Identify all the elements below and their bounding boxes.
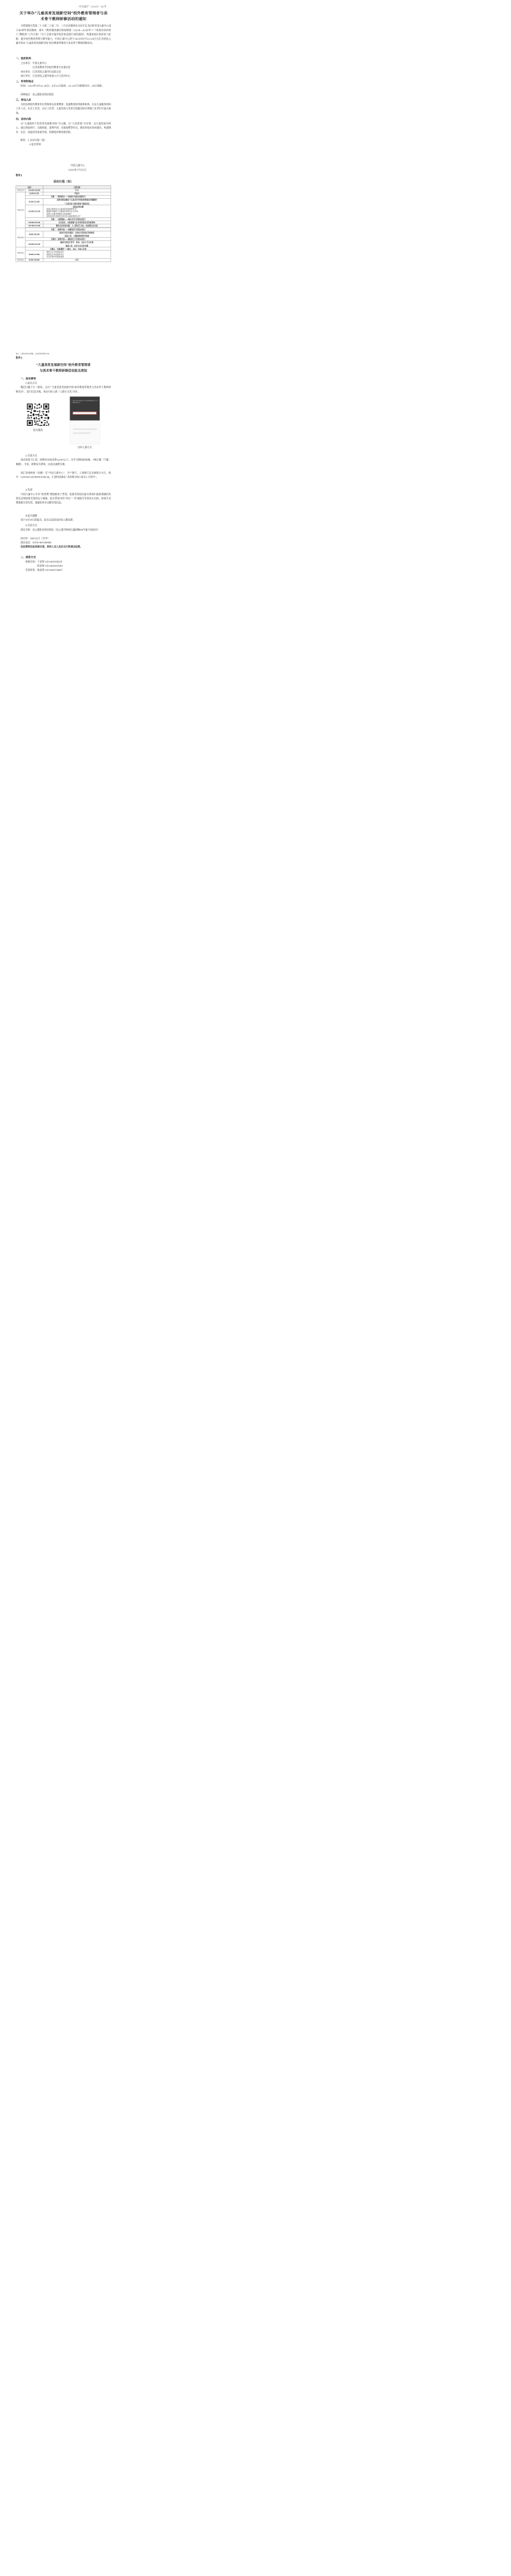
section-heading-participants: 三、参加人员 (15, 98, 31, 102)
col-header-content: 主要安排 (43, 185, 111, 189)
content-cell (43, 241, 111, 247)
time-cell: 9:00-10:30 (26, 231, 43, 238)
registration-title-line-2: 与美术骨干教师研修活动报名须知 (40, 368, 88, 373)
content-line: 圆桌讨论议题 (73, 205, 84, 208)
reg-sub-heading-payment: 2.付款方式 (25, 454, 38, 458)
section-heading-organization: 一、组织机构 (15, 56, 31, 60)
signature-date: 2025年7月31日 (68, 168, 86, 171)
event-time: 时间：2025年9月22-26日。9月22日报到，23-25日为研修活动，26日返程。 (20, 84, 104, 88)
col-header-time: 时间 (16, 185, 43, 189)
content-cell: 历史街区、自然资源与社区场所的美育价值重构 (43, 221, 111, 224)
hotel-price: 协议价：360元/天（含早） (20, 536, 50, 540)
document-number: 中儿通字〔2025〕52号 (79, 4, 107, 8)
host-label: 主办单位： (20, 61, 33, 65)
content-cell (43, 198, 111, 205)
theme-cell: 专题四：案例共创——健康活力空间活动设计 (26, 238, 111, 241)
time-cell: 9:00-9:30 (26, 192, 43, 195)
time-cell: 14:00-15:30 (26, 241, 43, 247)
screenshot-caption: 扫码入群方式 (77, 446, 92, 449)
table-row (16, 258, 111, 261)
registration-title-line-1: “儿童美育发展新空间”校外教育管理者 (36, 362, 91, 367)
undertake-row (20, 70, 61, 74)
content-cell: 开幕式 (43, 192, 111, 195)
attachment-item-1: 1.活动日程（拟） (27, 138, 47, 142)
table-row (16, 198, 111, 205)
qr-caption: 报名通道 (33, 428, 43, 431)
content-line: 创造工坊：社区艺术美育实践 (65, 244, 89, 247)
exec-org: 江苏省连云港市家庭与少儿活动中心 (32, 74, 71, 78)
contact-label-training: 研修咨询： (25, 560, 38, 563)
host-row (20, 61, 47, 65)
signature-org: 中国儿童中心 (70, 164, 85, 167)
time-cell: 14:00-15:30 (26, 221, 43, 224)
hotel-name: 酒店名称：连云港阳光明宸酒店（连云港市海州区瀛洲路68号振兴绿园内） (20, 528, 100, 531)
table-row (16, 205, 111, 218)
section-heading-content: 四、活动内容 (15, 117, 31, 121)
reg-method-text: 微信扫描下方二维码，点击“‘儿童美育发展新空间’校外教育管理者与美术骨干教师研修活动”，进行信息采集，务必扫码入群（入群方式见下图）。 (15, 385, 111, 393)
screenshot-text: “儿童美育发展新空间”校外教育管理者与美术骨干教师研修活动 (71, 400, 98, 403)
schedule-table (16, 185, 111, 261)
remit-text: 请汇款或转账（同城）至“中国儿童中心”，开户银行：工商银行北京新街口支行，账号：0200002909088104236，汇款时请备注“美育新空间+姓名+手机号”。 (15, 471, 111, 479)
reminder-text: 请于9月18日前报名，报名完成请及时加入微信群。 (20, 518, 75, 522)
content-cell: 数智美育场景实践：人人都是艺术家，家家都是美术馆 (43, 224, 111, 228)
contact-3: 路老师 010-66115667 (37, 568, 63, 572)
attachment-2-label: 附件2 (15, 356, 22, 359)
schedule-note: 备注：日程安排如有调整，以活动现场通知为准 (15, 352, 49, 355)
date-cell: 9月25日 (16, 247, 26, 258)
participants-text: 全国各类校外教育单位管理者及美育教师；家庭教育指导服务机构、妇女儿童服务机构工作人员；社会工作者，社区工作者；儿童发展与美育空间建设相关领域工作者均可报名参加。 (15, 103, 111, 114)
undertake-label: 承办单位： (20, 70, 33, 74)
contact-2: 郎老师 010-66160149 (37, 564, 63, 568)
content-line: 家校社联动视角下儿童美育共同体的构建及实践路径 (56, 199, 97, 201)
lodging-note: 住宿费和住宿发票自理，参训人员入住后自行和酒店结算。 (20, 545, 83, 548)
time-cell: 15:30-17:00 (26, 224, 43, 228)
content-cell (43, 251, 111, 258)
attachment-label: 附件： (20, 138, 28, 142)
section-heading-time-place: 二、时间和地点 (15, 79, 34, 83)
content-cell: 返程 (43, 258, 111, 261)
theme-cell: 专题三：案例共创——创新街区空间活动设计 (26, 228, 111, 231)
content-line: 如何协同打造城市空间中的儿童美育新生态？ (46, 215, 82, 217)
contact-row-3 (26, 568, 63, 572)
content-text: 以“儿童视角下的美育发展新空间”为主题，以“大美育观”为引领，以儿童发展为核心，通过理论研讨、实践探索、案例共创、实地观摩等形式，推进家校社协同建设，构建城市、社区、家庭的美育新空间，绘制校外教育新图景。 (15, 122, 111, 134)
table-row (16, 241, 111, 247)
contact-1: 于老师 010-66514331 (37, 560, 63, 563)
content-cell (43, 231, 111, 238)
join-group-button-highlight (73, 412, 96, 414)
join-group-screenshot (70, 396, 100, 444)
event-place: 研修地点：连云港阳光明宸酒店 (20, 93, 54, 97)
exec-label: 执行单位： (20, 74, 33, 78)
content-line: 数智技术赋能下儿童美育空间设计与应用。 (46, 210, 80, 213)
reg-sub-heading-invoice: 3.发票 (25, 488, 33, 492)
date-cell: 9月22日 (16, 189, 26, 192)
time-cell: 9:00-17:00 (26, 251, 43, 258)
reg-sub-heading-reminder: 4.报名提醒 (25, 514, 38, 517)
page-viewport (0, 0, 511, 639)
table-row (16, 231, 111, 238)
content-line: 阅读空间再生路径：从知识空间到美学体验场 (59, 231, 95, 234)
contact-row-1 (26, 559, 63, 563)
theme-cell: 专题二：实践探索——城市美学空间活动设计 (26, 218, 111, 221)
content-cell: 报到 (43, 189, 111, 192)
date-cell: 9月23日 (16, 192, 26, 228)
schedule-title: 活动日程（拟） (53, 180, 73, 183)
content-line: 如何让城市成为儿童美育的具体教科书？ (46, 208, 78, 210)
table-row (16, 224, 111, 228)
theme-cell: 专题五：实地观摩——城市、文化、生态与美育 (26, 247, 111, 251)
document-sheet (0, 0, 126, 639)
reg-sub-heading-lodging: 5.住宿方式 (25, 524, 38, 527)
host-org-2: 江苏省教育学会校外教育专业委员会 (32, 66, 71, 69)
intro-paragraph: 为贯彻落实党的二十大和二十届二中、三中全会精神及习近平总书记致中国儿童中心成立40周年贺信精神，落实《教育强国建设规划纲要（2024—2035年）》《家校社协同育人“教联体”工作方案》《关于全面实施学校美育浸润行动的通知》，构建家校社协同育人机制，提升校外教育管理与教学能力，中国儿童中心将于2025年9月22-26日在江苏省连云港市举办“儿童美育发展新空间”校外教育管理者与美术骨干教师研修活动。 (15, 24, 111, 45)
table-row (16, 251, 111, 258)
date-cell: 9月24日 (16, 228, 26, 247)
payment-text: 请采用线下汇款，研修活动成本费2200元/人，含学习期间的场地、7顿正餐（午餐、晚餐）、专家、研修证书费用，往返交通费自理。 (15, 458, 111, 466)
time-cell: 14:00-18:00 (26, 189, 43, 192)
content-line: 健康空间设计哲学：律动、表达与艺术疗愈 (60, 241, 94, 244)
reg-section-heading-2: 二、联系方式 (20, 555, 36, 559)
document-title: 关于举办“儿童美育发展新空间”校外教育管理者与美术骨干教师研修活动的通知 (19, 10, 108, 21)
content-line: 创造工坊：艺趣街调多维学体验 (65, 235, 89, 237)
theme-cell: 专题一：理论研讨——家校社共建美育新范式 (26, 195, 111, 198)
attachment-1-label: 附件1 (15, 174, 22, 177)
attachment-item-2: 2.报名须知 (29, 143, 42, 146)
host-org-1: 中国儿童中心 (32, 61, 47, 65)
time-cell: 11:00-12:30 (26, 205, 43, 218)
hotel-phone: 酒店电话：0518-80538888 (20, 541, 52, 544)
qr-code-icon (26, 403, 50, 426)
contact-label-finance: 发票财务： (25, 568, 38, 572)
date-cell: 9月26日 (16, 258, 26, 261)
reg-section-heading-1: 一、报名事项 (20, 376, 36, 380)
time-cell: 9:00-18:00 (26, 258, 43, 261)
exec-row (20, 74, 70, 78)
invoice-text: 中国儿童中心开具“培训费”增值税电子普票。如需发票请在报名系统中提供准确的发票信息和接收发票的电子邮箱，报名系统中的“单位”一栏请填写发票抬头名称。如需开具增值税专用发票，请提供单位完整发票信息。 (15, 492, 111, 504)
reg-sub-heading-method: 1.报名方式 (25, 381, 38, 385)
content-line: 生态环境中的美育浸润 (46, 256, 64, 258)
time-cell: 9:30-11:00 (26, 198, 43, 205)
attachment-row-1 (20, 138, 47, 142)
content-line: 如何与儿童共创城市文化新地标？ (46, 212, 73, 215)
undertake-org: 江苏省连云港市妇女联合会 (32, 70, 61, 74)
content-line: 城市记忆中的美育活化 (46, 251, 64, 253)
content-line: 传统技艺中的美育共生 (46, 253, 64, 256)
registration-qr-code[interactable] (26, 403, 50, 426)
content-line: “儿童美育与城市发展”圆桌对话 (64, 202, 89, 205)
